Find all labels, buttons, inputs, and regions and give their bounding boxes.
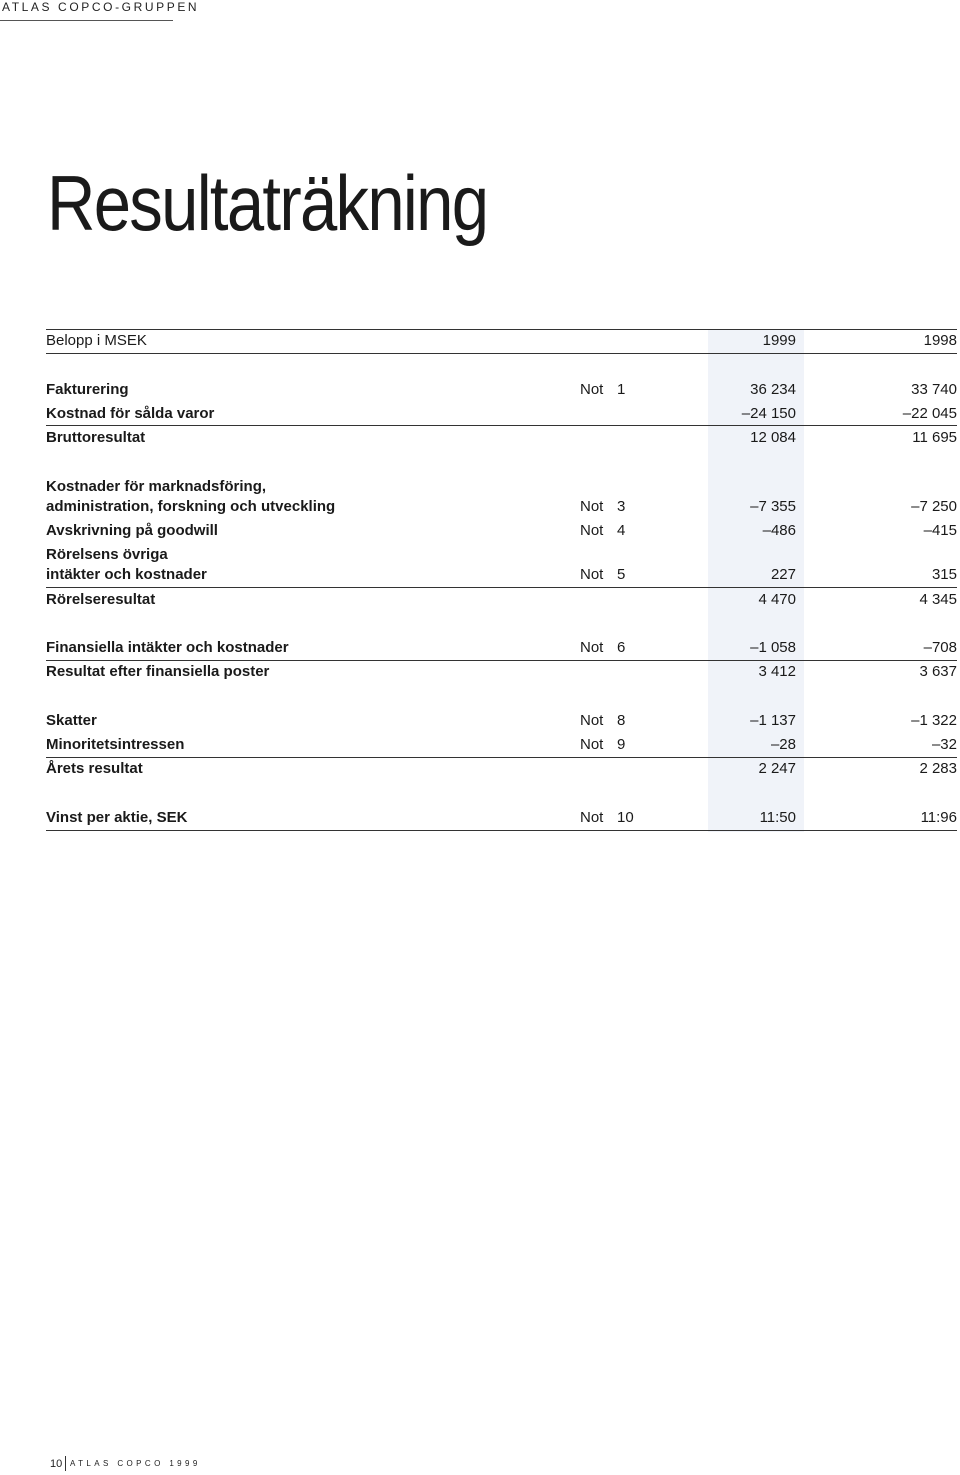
note-number: 9 bbox=[617, 736, 626, 753]
note-number: 6 bbox=[617, 639, 626, 656]
value-1999: –7 355 bbox=[750, 498, 796, 515]
row-label: Kostnad för sålda varor bbox=[46, 405, 215, 422]
row-label: Bruttoresultat bbox=[46, 429, 146, 446]
table-row bbox=[46, 590, 957, 610]
value-1998: –708 bbox=[923, 639, 957, 656]
value-1998: 3 637 bbox=[919, 663, 957, 680]
value-1999: –28 bbox=[770, 736, 796, 753]
value-1999: 36 234 bbox=[750, 381, 796, 398]
header-rule bbox=[0, 20, 173, 21]
row-label: Minoritetsintressen bbox=[46, 736, 185, 753]
subtotal-rule bbox=[46, 587, 957, 588]
table-row bbox=[46, 380, 957, 400]
row-label: Vinst per aktie, SEK bbox=[46, 809, 188, 826]
value-1999: 11:50 bbox=[759, 809, 796, 826]
value-1998: 2 283 bbox=[919, 760, 957, 777]
value-1999: 2 247 bbox=[758, 760, 796, 777]
value-1998: 11:96 bbox=[920, 809, 957, 826]
table-row bbox=[46, 711, 957, 731]
footer-brand: ATLAS COPCO 1999 bbox=[70, 1459, 201, 1468]
table-row bbox=[46, 404, 957, 424]
row-label: Kostnader för marknadsföring, bbox=[46, 478, 267, 495]
row-label: Fakturering bbox=[46, 381, 129, 398]
table-top-rule bbox=[46, 329, 957, 330]
page-number: 10 bbox=[50, 1458, 63, 1470]
table-row bbox=[46, 735, 957, 755]
row-label: Resultat efter finansiella poster bbox=[46, 663, 270, 680]
note-word: Not bbox=[580, 639, 604, 656]
table-row bbox=[46, 638, 957, 658]
value-1999: 12 084 bbox=[750, 429, 796, 446]
table-row bbox=[46, 662, 957, 682]
note-number: 4 bbox=[617, 522, 626, 539]
table-row bbox=[46, 545, 957, 565]
value-1999: –1 058 bbox=[750, 639, 796, 656]
table-row bbox=[46, 565, 957, 585]
page-title: Resultaträkning bbox=[47, 159, 488, 247]
column-header-1999: 1999 bbox=[762, 332, 796, 349]
value-1998: –7 250 bbox=[911, 498, 957, 515]
table-row bbox=[46, 497, 957, 517]
header-brand: ATLAS COPCO-GRUPPEN bbox=[2, 0, 200, 14]
note-number: 10 bbox=[617, 809, 634, 826]
note-word: Not bbox=[580, 522, 604, 539]
header-bottom-rule bbox=[46, 353, 957, 354]
footer-separator bbox=[65, 1456, 66, 1471]
column-header-1998: 1998 bbox=[923, 332, 957, 349]
unit-label: Belopp i MSEK bbox=[46, 332, 147, 349]
value-1998: –22 045 bbox=[902, 405, 957, 422]
value-1998: –1 322 bbox=[911, 712, 957, 729]
note-word: Not bbox=[580, 566, 604, 583]
note-word: Not bbox=[580, 498, 604, 515]
value-1998: 315 bbox=[931, 566, 957, 583]
note-word: Not bbox=[580, 381, 604, 398]
value-1999: –486 bbox=[762, 522, 796, 539]
note-word: Not bbox=[580, 712, 604, 729]
row-label: Finansiella intäkter och kostnader bbox=[46, 639, 289, 656]
value-1998: 4 345 bbox=[919, 591, 957, 608]
note-word: Not bbox=[580, 809, 604, 826]
subtotal-rule bbox=[46, 757, 957, 758]
table-row bbox=[46, 808, 957, 828]
row-label: Rörelseresultat bbox=[46, 591, 156, 608]
note-number: 5 bbox=[617, 566, 626, 583]
value-1998: –415 bbox=[923, 522, 957, 539]
subtotal-rule bbox=[46, 425, 957, 426]
table-row bbox=[46, 759, 957, 779]
table-bottom-rule bbox=[46, 830, 957, 831]
row-label: intäkter och kostnader bbox=[46, 566, 207, 583]
value-1999: 4 470 bbox=[758, 591, 796, 608]
note-number: 1 bbox=[617, 381, 626, 398]
value-1998: 11 695 bbox=[912, 429, 957, 446]
note-number: 3 bbox=[617, 498, 626, 515]
subtotal-rule bbox=[46, 660, 957, 661]
row-label: Skatter bbox=[46, 712, 97, 729]
value-1999: –1 137 bbox=[750, 712, 796, 729]
table-row bbox=[46, 521, 957, 541]
table-header-row bbox=[46, 331, 957, 351]
value-1998: –32 bbox=[931, 736, 957, 753]
value-1998: 33 740 bbox=[911, 381, 957, 398]
value-1999: 3 412 bbox=[758, 663, 796, 680]
note-word: Not bbox=[580, 736, 604, 753]
table-row bbox=[46, 477, 957, 497]
row-label: Avskrivning på goodwill bbox=[46, 522, 218, 539]
row-label: Årets resultat bbox=[46, 760, 143, 777]
row-label: Rörelsens övriga bbox=[46, 546, 168, 563]
value-1999: –24 150 bbox=[741, 405, 796, 422]
note-number: 8 bbox=[617, 712, 626, 729]
table-row bbox=[46, 428, 957, 448]
row-label: administration, forskning och utveckling bbox=[46, 498, 336, 515]
value-1999: 227 bbox=[770, 566, 796, 583]
